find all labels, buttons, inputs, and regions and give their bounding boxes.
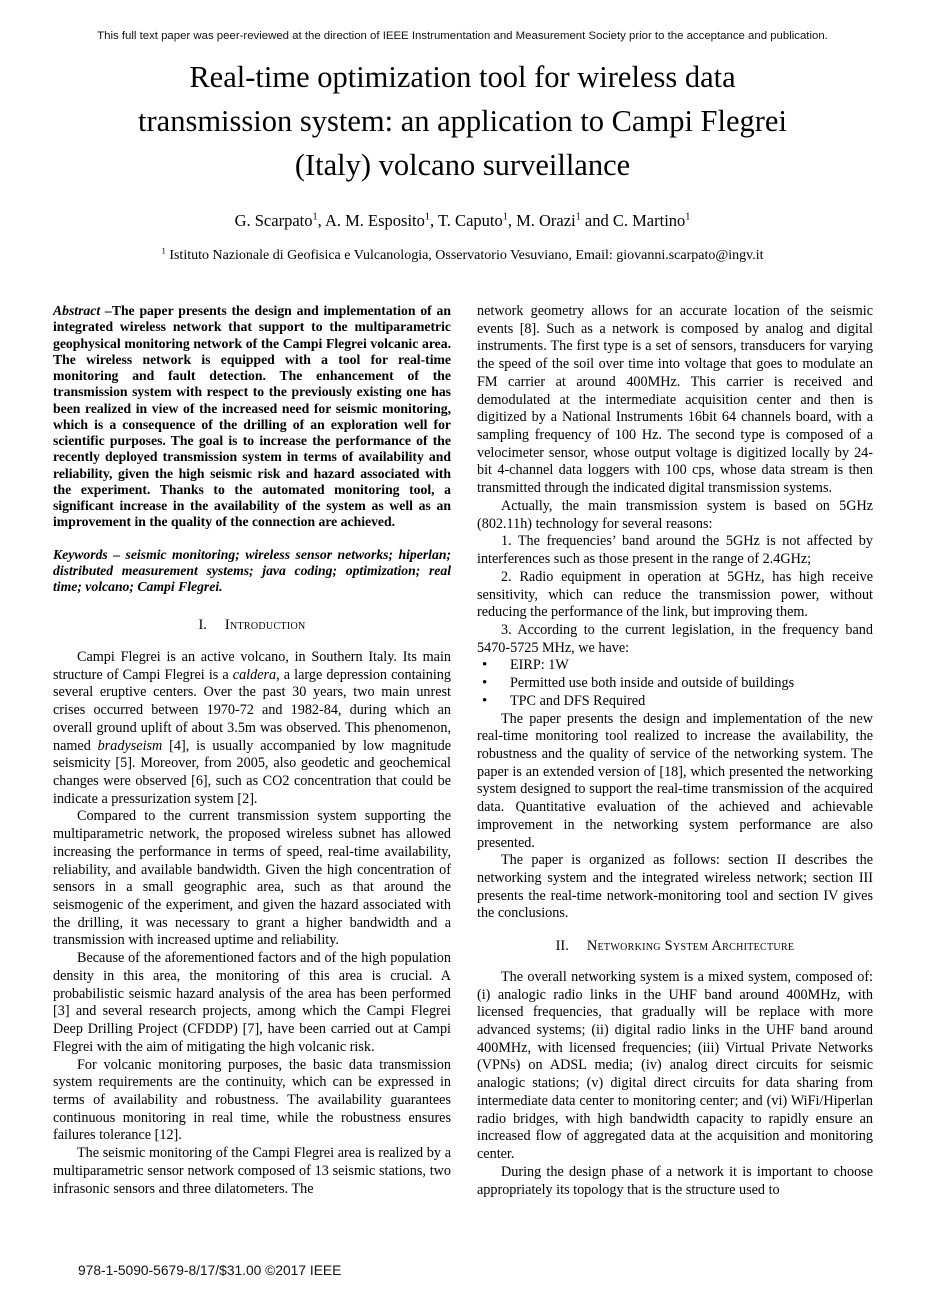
author-affiliation-mark: 1	[575, 211, 581, 223]
paragraph	[477, 498, 873, 533]
paper-title-line: (Italy) volcano surveillance	[294, 148, 631, 182]
section-number: II.	[555, 938, 569, 955]
affiliation-mark: 1	[161, 245, 166, 256]
italic-text-segment: caldera	[232, 666, 277, 683]
author-name: A. M. Esposito	[324, 211, 425, 230]
text-segment: Compared to the current transmission system supporting the multiparametric network, the proposed wireless subnet has allowed increasing the performance in terms of speed, real-time availability, reliability, and available bandwidth. Given the high concentration of sensors in a small geographic area, such as that around the seismogenic of the experiment, and given the hazard associated with the drilling, it was necessary to grant a higher bandwidth and a transmission with increased uptime and reliability.	[53, 808, 451, 949]
paragraph	[53, 808, 451, 950]
text-segment: Because of the aforementioned factors and of the high population density in this area, the monitoring of this area is crucial. A probabilistic seismic hazard analysis of the area has been performed [3] and several research projects, among which the Campi Flegrei Deep Drilling Project (CFDDP) [7], have been carried out at Campi Flegrei with the aim of mitigating the high volcanic risk.	[53, 950, 451, 1055]
copyright-line: 978-1-5090-5679-8/17/$31.00 ©2017 IEEE	[78, 1263, 342, 1278]
affiliation-text: Istituto Nazionale di Geofisica e Vulcanologia, Osservatorio Vesuviano, Email: giovanni.scarpato@ingv.it	[165, 248, 764, 263]
text-segment: , a large depression containing several eruptive centers. Over the past 30 years, two main unrest crises occurred between 1970-72 and 1982-84, during which an overall ground uplift of about 3.5m was observed. This phenomenon, named	[53, 666, 451, 754]
abstract-paragraph	[53, 303, 451, 531]
introduction-paragraphs	[53, 649, 451, 1198]
paragraph	[477, 622, 873, 657]
author-name: C. Martino	[612, 211, 686, 230]
paragraph	[477, 533, 873, 568]
bullet-item: • TPC and DFS Required	[477, 693, 873, 711]
text-segment: 3. According to the current legislation, in the frequency band 5470-5725 MHz, we have:	[477, 621, 873, 656]
author-affiliation-mark: 1	[685, 211, 691, 223]
paragraph	[53, 1145, 451, 1198]
text-segment: The seismic monitoring of the Campi Flegrei area is realized by a multiparametric sensor network composed of 13 seismic stations, two infrasonic sensors and three dilatometers. The	[53, 1145, 451, 1197]
author-name: G. Scarpato	[234, 211, 313, 230]
bullet-item: • EIRP: 1W	[477, 657, 873, 675]
author-affiliation-mark: 1	[312, 211, 318, 223]
text-segment: The paper presents the design and implementation of the new real-time monitoring tool realized to increase the availability, the robustness and the quality of service of the networking system. The paper is an extended version of [18], which presented the networking system designed to support the real-time transmission of the acquired data. Quantitative evaluation of the achieved and achievable improvement in the networking system performance are also presented.	[477, 710, 873, 851]
peer-review-notice: This full text paper was peer-reviewed at the direction of IEEE Instrumentation and Measurement Society prior to the acceptance and publication.	[97, 30, 828, 42]
paper-title-line: Real-time optimization tool for wireless data	[189, 60, 736, 94]
section-heading-networking-system-architecture	[477, 938, 873, 956]
section-title: Introduction	[224, 617, 306, 634]
text-segment: 1. The frequencies’ band around the 5GHz is not affected by interferences such as those present in the range of 2.4GHz;	[477, 533, 873, 568]
paragraph	[53, 649, 451, 808]
text-segment: Campi Flegrei is an active volcano, in Southern Italy. Its main structure of Campi Flegrei is a	[53, 648, 451, 683]
text-segment: For volcanic monitoring purposes, the basic data transmission system requirements are the continuity, which can be expressed in terms of availability and robustness. The availability guarantees continuous monitoring in real time, while the robustness ensures failures tolerance [12].	[53, 1056, 451, 1144]
authors-line: G. Scarpato$^1$, A. M. Esposito$^1$, T. Caputo$^1$, M. Orazi$^1$ and C. Martino$^1$	[234, 211, 691, 230]
keywords-paragraph: Keywords – seismic monitoring; wireless sensor networks; hiperlan; distributed measurement systems; java coding; optimization; real time; volcano; Campi Flegrei.	[53, 546, 451, 594]
paragraph	[53, 950, 451, 1056]
bullet-list	[477, 657, 873, 710]
paragraph	[477, 1164, 873, 1199]
left-column	[53, 303, 451, 1198]
body-paragraphs	[477, 303, 873, 657]
paper-title-line: transmission system: an application to Campi Flegrei	[138, 104, 787, 138]
paragraph	[477, 303, 873, 498]
italic-text-segment: bradyseism	[97, 737, 163, 754]
section-title: Networking System Architecture	[586, 938, 795, 955]
text-segment: During the design phase of a network it is important to choose appropriately its topology that is the structure used to	[477, 1163, 873, 1198]
author-affiliation-mark: 1	[502, 211, 508, 223]
body-paragraphs	[477, 969, 873, 1199]
author-name: T. Caputo	[437, 211, 503, 230]
text-segment: [4], is usually accompanied by low magnitude seismicity [5]. Moreover, from 2005, also geodetic and geochemical changes were observed [6], such as CO2 concentration that could be indicate a pressurization system [2].	[53, 737, 451, 807]
text-segment: Actually, the main transmission system is based on 5GHz (802.11h) technology for several reasons:	[477, 497, 873, 532]
affiliation-line	[0, 245, 925, 264]
paper-title	[0, 55, 925, 187]
abstract-text: The paper presents the design and implementation of an integrated wireless network that support to the multiparametric geophysical monitoring network of the Campi Flegrei volcanic area. The wireless network is equipped with a tool for real-time monitoring and fault detection. The enhancement of the transmission system with respect to the previously existing one has been realized in view of the increased need for seismic monitoring, which is a consequence of the drilling of an exploration well for scientific purposes. The goal is to increase the performance of the recently deployed transmission system in terms of availability and reliability, given the high seismic risk and hazard associated with the experiment. Thanks to the automated monitoring tool, a significant increase in the availability of the system as well as an improvement in the quality of the connection are achieved.	[53, 303, 451, 530]
abstract-label: Abstract –	[53, 303, 112, 318]
body-paragraphs	[477, 711, 873, 924]
bullet-item: • Permitted use both inside and outside of buildings	[477, 675, 873, 693]
text-segment: The paper is organized as follows: section II describes the networking system and the integrated wireless network; section III presents the real-time network-monitoring tool and section IV gives the conclusions.	[477, 852, 873, 922]
paragraph	[477, 969, 873, 1164]
author-affiliation-mark: 1	[424, 211, 430, 223]
right-column	[477, 303, 873, 1199]
text-segment: 2. Radio equipment in operation at 5GHz, has high receive sensitivity, which can reduce the transmission power, without reducing the performance of the link, but improving them.	[477, 568, 873, 621]
paragraph	[477, 852, 873, 923]
paragraph	[53, 1057, 451, 1146]
section-number: I.	[198, 617, 207, 634]
paragraph	[477, 569, 873, 622]
section-heading-introduction	[53, 617, 451, 635]
paragraph	[477, 711, 873, 853]
text-segment: network geometry allows for an accurate location of the seismic events [8]. Such as a network is composed by analog and digital instruments. The first type is a set of sensors, transducers for varying the speed of the soil over time into voltage that goes to modulate an FM carrier at around 400MHz. This carrier is received and demodulated at the intermediate acquisition center and then is digitized by a National Instruments 16bit 64 channels board, with a sampling frequency of 100 Hz. The second type is composed of a velocimeter sensor, whose output voltage is digitized locally by 24-bit 4-channel data loggers with 100 cps, whose data stream is then transmitted through the indicated digital transmission systems.	[477, 303, 873, 497]
author-name: M. Orazi	[516, 211, 576, 230]
text-segment: The overall networking system is a mixed system, composed of: (i) analogic radio links in the UHF band around 400MHz, with licensed frequencies, that gradually will be replace with more advanced systems; (ii) digital radio links in the UHF band around 400MHz, with licensed frequencies; (iii) Virtual Private Networks (VPNs) on ADSL media; (iv) analog direct circuits for seismic analogic stations; (v) digital direct circuits for data sharing from intermediate data center to monitoring center; and (vi) WiFi/Hiperlan radio bridges, with high bandwidth capacity to rapidly ensure an increased flow of aggregated data at the acquisition and monitoring center.	[477, 968, 873, 1163]
